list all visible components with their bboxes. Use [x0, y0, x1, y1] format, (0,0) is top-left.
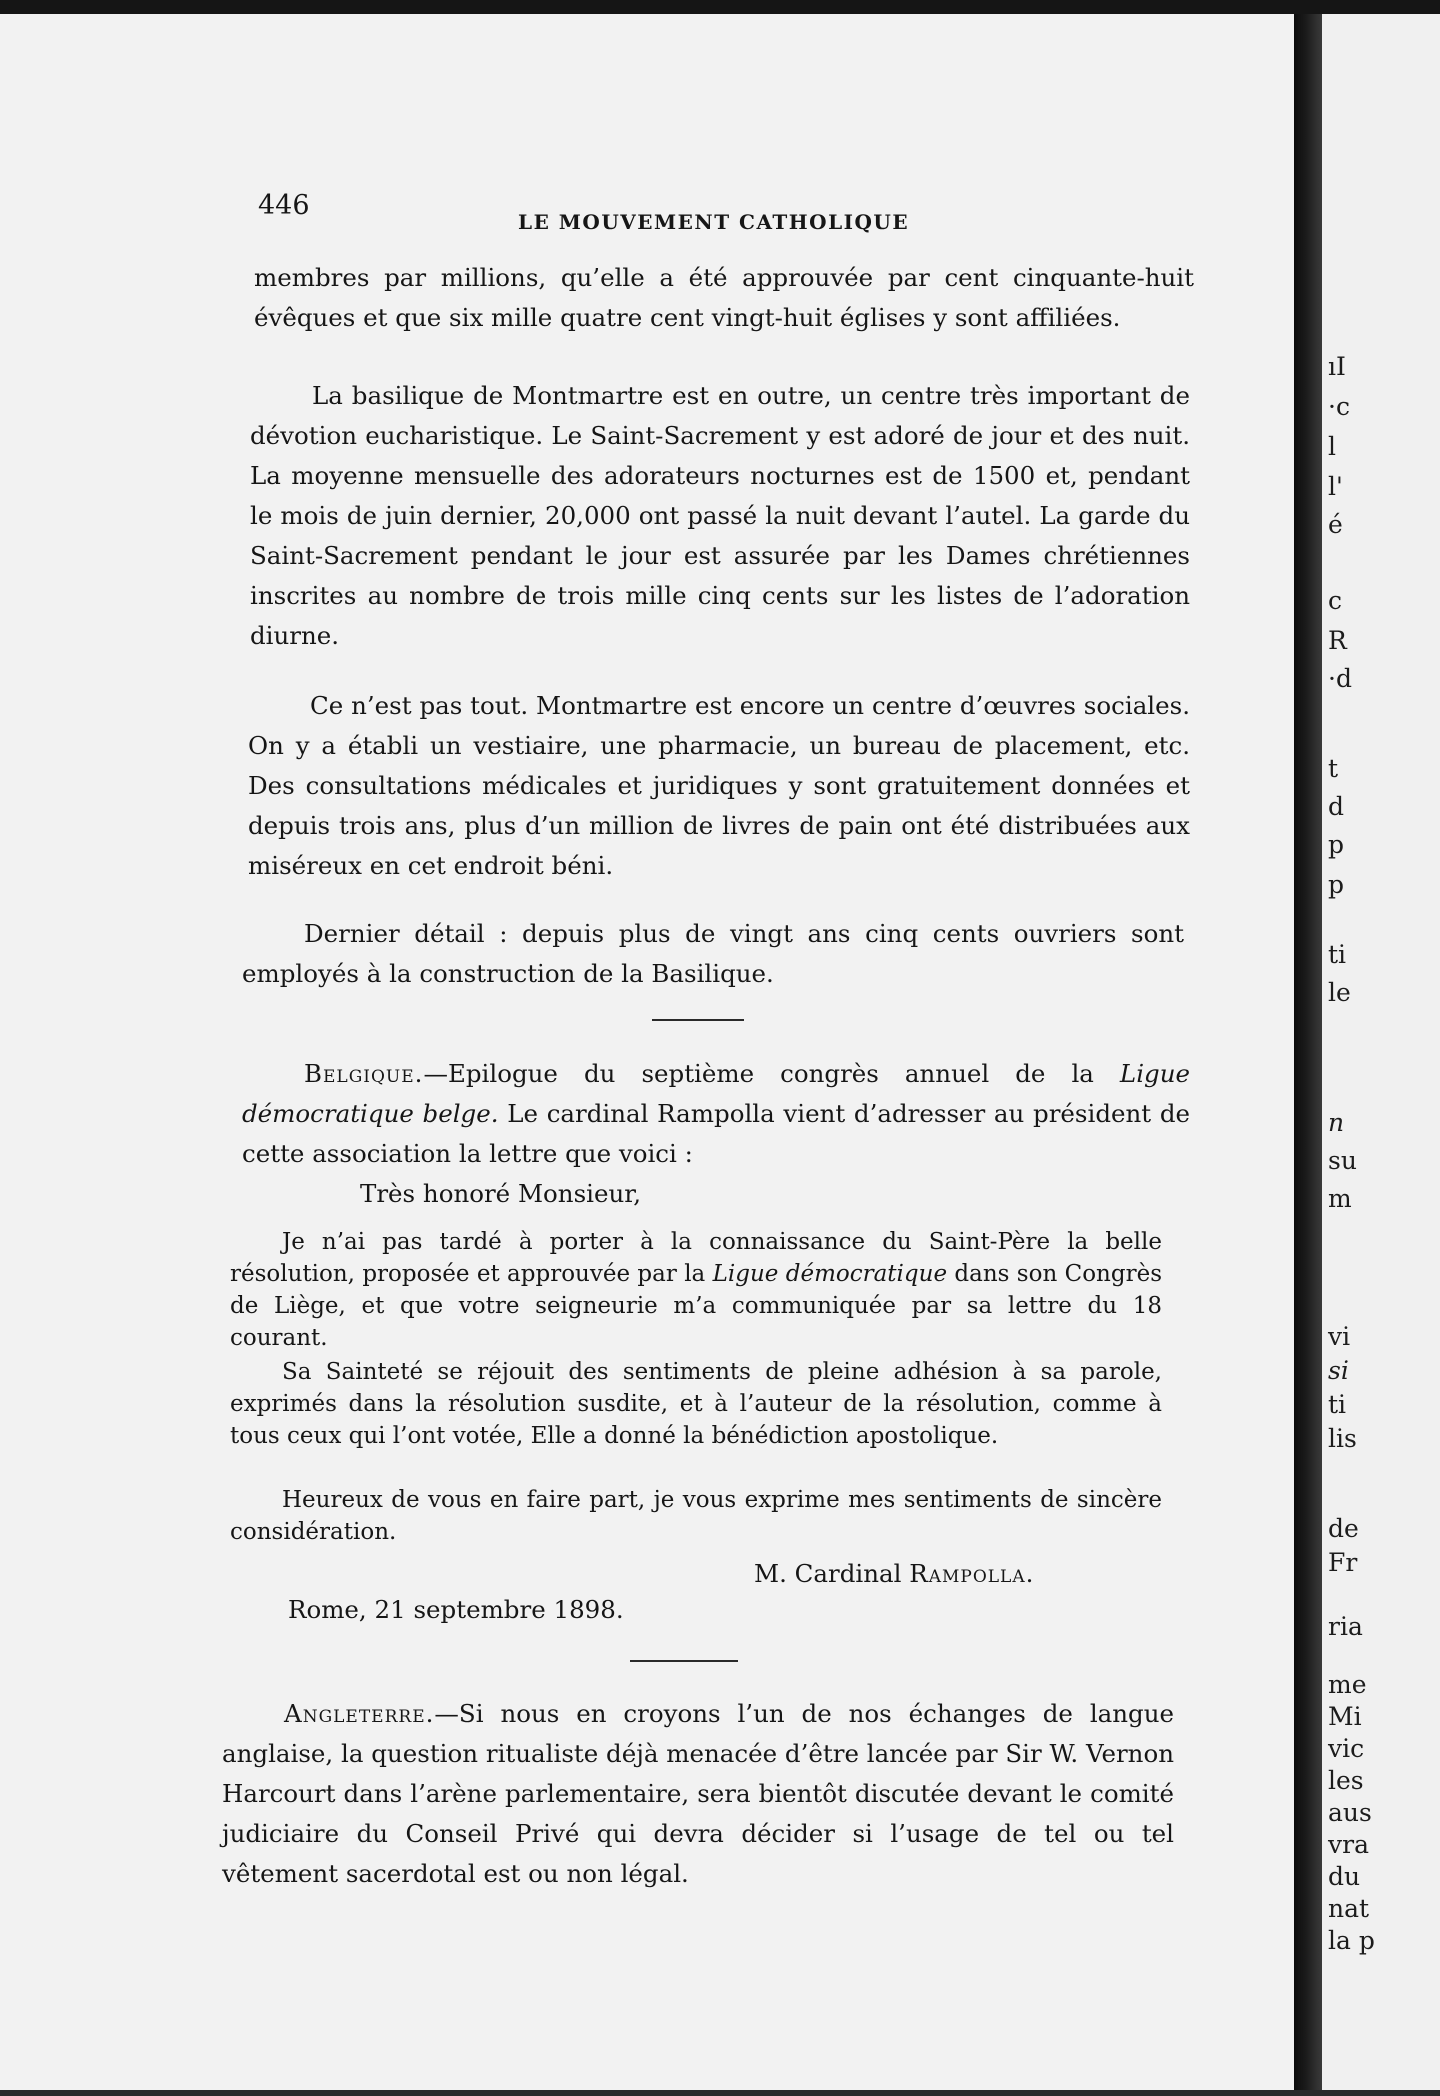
facing-page-fragment: n [1328, 1108, 1345, 1137]
belgique-text-before: —Epilogue du septième congrès annuel de la [423, 1059, 1120, 1088]
facing-page-fragment: du [1328, 1862, 1361, 1891]
letter-p1-after: dans son Congrès de Liège, et que votre seigneurie m’a communiquée par sa lettre du 18 courant. [230, 1261, 1162, 1351]
facing-page-fragment: vra [1328, 1830, 1369, 1859]
facing-page-fragment: Mi [1328, 1702, 1362, 1731]
facing-page-edge [1322, 14, 1440, 2090]
facing-page-fragment: ti [1328, 1390, 1347, 1419]
letter-paragraph-3: Heureux de vous en faire part, je vous exprime mes sentiments de sincère considération. [230, 1487, 1162, 1545]
facing-page-fragment: R [1328, 626, 1347, 655]
facing-page-fragment: ti [1328, 940, 1347, 969]
facing-page-fragment: l' [1328, 472, 1343, 501]
paragraph-oeuvres-sociales: Ce n’est pas tout. Montmartre est encore un centre d’œuvres sociales. On y a établi un vestiaire, une pharmacie, un bureau de placement, etc. Des consultations médicales et juridiques y sont gratuitement données et depuis trois ans, plus d’un million de livres de pain ont été distribuées aux miséreux en cet endroit béni. [248, 691, 1190, 880]
facing-page-fragment: les [1328, 1766, 1364, 1795]
section-separator [630, 1660, 738, 1662]
letter-salutation: Très honoré Monsieur, [360, 1179, 642, 1208]
scan-bottom-edge [0, 2090, 1440, 2096]
belgique-text-after: Le cardinal Rampolla vient d’adresser au président de cette association la lettre que voici : [242, 1099, 1190, 1168]
facing-page-fragment: vic [1328, 1734, 1365, 1763]
book-page [0, 14, 1294, 2090]
letter-signature [754, 1554, 1034, 1594]
belgique-italic-title: Ligue démocratique belge. [242, 1059, 1190, 1128]
paragraph-belgique [242, 1054, 1190, 1174]
letter-paragraph-2: Sa Sainteté se réjouit des sentiments de pleine adhésion à sa parole, exprimés dans la résolution susdite, et à l’auteur de la résolution, comme à tous ceux qui l’ont votée, Elle a donné la bénédiction apostolique. [230, 1359, 1162, 1449]
facing-page-fragment: Fr [1328, 1548, 1358, 1577]
facing-page-fragment: me [1328, 1670, 1367, 1699]
section-heading-angleterre: Angleterre. [284, 1699, 435, 1728]
letter-p1-before: Je n’ai pas tardé à porter à la connaissance du Saint-Père la belle résolution, proposée et approuvée par la [230, 1229, 1162, 1287]
facing-page-fragment: lis [1328, 1424, 1357, 1453]
facing-page-fragment: p [1328, 870, 1345, 899]
angleterre-text: —Si nous en croyons l’un de nos échanges de langue anglaise, la question ritualiste déjà menacée d’être lancée par Sir W. Vernon Harcourt dans l’arène parlementaire, sera bientôt discutée devant le comité judiciaire du Conseil Privé qui devra décider si l’usage de tel ou tel vêtement sacerdotal est ou non légal. [222, 1699, 1174, 1888]
book-gutter [1294, 14, 1322, 2090]
page-number: 446 [258, 190, 310, 221]
facing-page-fragment: é [1328, 510, 1343, 539]
letter-p1-italic: Ligue démocratique [712, 1261, 948, 1287]
running-head: LE MOUVEMENT CATHOLIQUE [518, 210, 910, 234]
facing-page-fragment: d [1328, 792, 1345, 821]
facing-page-fragment: l [1328, 432, 1336, 461]
facing-page-fragment: p [1328, 830, 1345, 859]
paragraph-dernier-detail: Dernier détail : depuis plus de vingt ans cinq cents ouvriers sont employés à la construction de la Basilique. [242, 919, 1184, 988]
paragraph-basilique: La basilique de Montmartre est en outre, un centre très important de dévotion eucharistique. Le Saint-Sacrement y est adoré de jour et des nuit. La moyenne mensuelle des adorateurs nocturnes est de 1500 et, pendant le mois de juin dernier, 20,000 ont passé la nuit devant l’autel. La garde du Saint-Sacrement pendant le jour est assurée par les Dames chrétiennes inscrites au nombre de trois mille cinq cents sur les listes de l’adoration diurne. [250, 381, 1190, 650]
facing-page-fragment: m [1328, 1184, 1352, 1213]
facing-page-fragment: si [1328, 1356, 1349, 1385]
scan-top-edge [0, 0, 1440, 14]
facing-page-fragment: t [1328, 754, 1339, 783]
facing-page-fragment: ria [1328, 1612, 1363, 1641]
facing-page-fragment: vi [1328, 1322, 1351, 1351]
facing-page-fragment: la p [1328, 1926, 1375, 1955]
paragraph-angleterre [222, 1694, 1174, 1894]
facing-page-fragment: ıI [1328, 352, 1346, 381]
facing-page-fragment: c [1328, 586, 1343, 615]
letter-dateline: Rome, 21 septembre 1898. [288, 1595, 624, 1624]
facing-page-fragment: ·d [1328, 664, 1352, 693]
signature-prefix: M. Cardinal [754, 1559, 910, 1588]
signature-name: Rampolla. [909, 1559, 1035, 1588]
letter-paragraph-1 [230, 1226, 1162, 1354]
facing-page-fragment: de [1328, 1514, 1359, 1543]
section-separator [652, 1019, 744, 1021]
facing-page-fragment: su [1328, 1146, 1357, 1175]
facing-page-fragment: le [1328, 978, 1351, 1007]
facing-page-fragment: ·c [1328, 392, 1350, 421]
facing-page-fragment: nat [1328, 1894, 1370, 1923]
facing-page-fragment: aus [1328, 1798, 1372, 1827]
paragraph-membres: membres par millions, qu’elle a été approuvée par cent cinquante-huit évêques et que six mille quatre cent vingt-huit églises y sont affiliées. [254, 263, 1194, 332]
section-heading-belgique: Belgique. [304, 1059, 424, 1088]
